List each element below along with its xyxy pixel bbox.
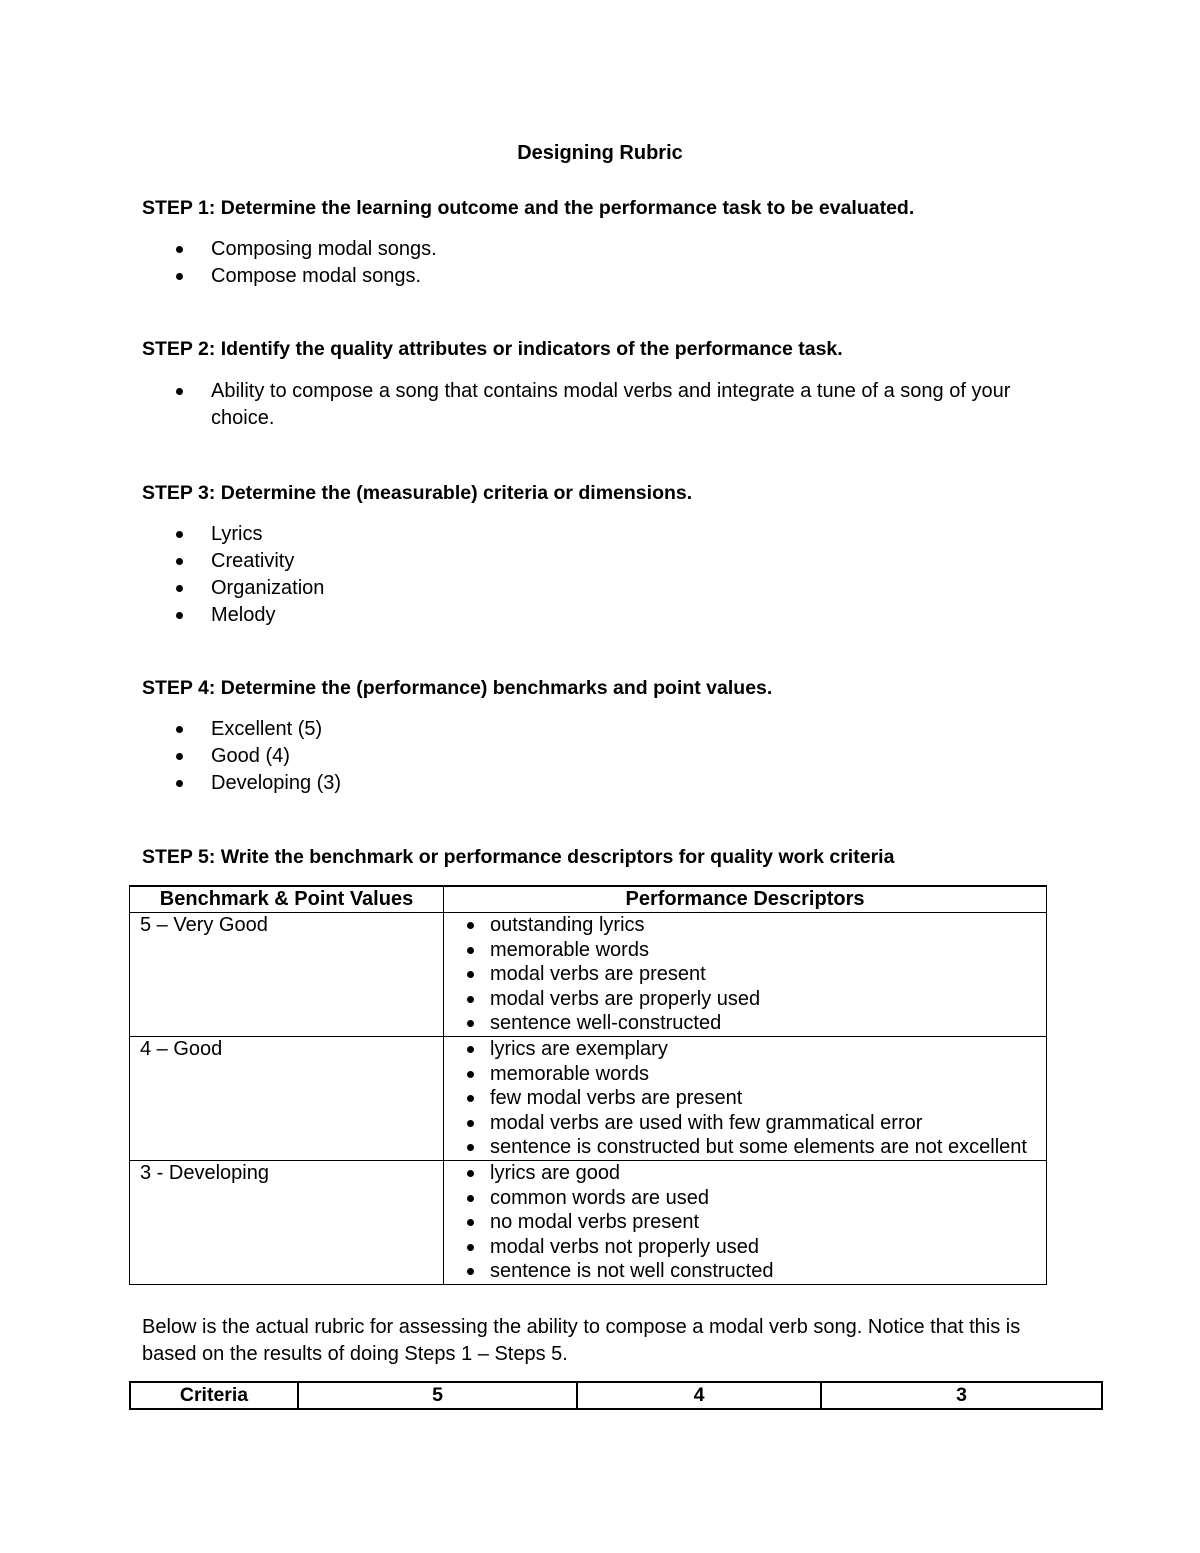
list-item: sentence is not well constructed xyxy=(454,1259,1036,1284)
benchmark-cell: 5 – Very Good xyxy=(130,913,444,1037)
step-2-heading: STEP 2: Identify the quality attributes or indicators of the performance task. xyxy=(142,338,843,360)
list-item: common words are used xyxy=(454,1186,1036,1211)
benchmark-cell: 4 – Good xyxy=(130,1036,444,1160)
list-item: Excellent (5) xyxy=(142,716,1042,743)
step-2-list xyxy=(142,378,1042,432)
descriptor-cell xyxy=(444,1036,1047,1160)
column-header: Performance Descriptors xyxy=(444,886,1047,913)
list-item: Compose modal songs. xyxy=(142,263,1042,290)
step-1-list xyxy=(142,236,1042,290)
column-header: 4 xyxy=(577,1382,821,1409)
list-item: modal verbs are properly used xyxy=(454,987,1036,1012)
list-item: modal verbs are used with few grammatical error xyxy=(454,1111,1036,1136)
table-header-row xyxy=(130,1382,1102,1409)
list-item: Melody xyxy=(142,602,1042,629)
list-item: lyrics are exemplary xyxy=(454,1037,1036,1062)
list-item: memorable words xyxy=(454,1062,1036,1087)
step-1-heading: STEP 1: Determine the learning outcome and the performance task to be evaluated. xyxy=(142,197,915,219)
step-5-heading: STEP 5: Write the benchmark or performance descriptors for quality work criteria xyxy=(142,846,895,868)
column-header: Criteria xyxy=(130,1382,298,1409)
column-header: 3 xyxy=(821,1382,1102,1409)
benchmark-cell: 3 - Developing xyxy=(130,1160,444,1284)
step-3-list xyxy=(142,521,1042,629)
list-item: no modal verbs present xyxy=(454,1210,1036,1235)
column-header: 5 xyxy=(298,1382,577,1409)
list-item: Good (4) xyxy=(142,743,1042,770)
list-item: sentence well-constructed xyxy=(454,1011,1036,1036)
list-item: modal verbs not properly used xyxy=(454,1235,1036,1260)
list-item: Developing (3) xyxy=(142,770,1042,797)
page-title: Designing Rubric xyxy=(517,142,683,164)
benchmark-descriptor-table xyxy=(129,885,1047,1285)
list-item: lyrics are good xyxy=(454,1161,1036,1186)
list-item: Ability to compose a song that contains modal verbs and integrate a tune of a song of your choice. xyxy=(142,378,1042,432)
list-item: few modal verbs are present xyxy=(454,1086,1036,1111)
table-row xyxy=(130,1160,1047,1284)
list-item: modal verbs are present xyxy=(454,962,1036,987)
list-item: outstanding lyrics xyxy=(454,913,1036,938)
list-item: Lyrics xyxy=(142,521,1042,548)
step-3-heading: STEP 3: Determine the (measurable) criteria or dimensions. xyxy=(142,482,693,504)
body-paragraph: Below is the actual rubric for assessing the ability to compose a modal verb song. Notice that this is based on the results of doing Steps 1 – Steps 5. xyxy=(142,1316,1021,1365)
table-row xyxy=(130,913,1047,1037)
list-item: Creativity xyxy=(142,548,1042,575)
step-4-list xyxy=(142,716,1042,797)
criteria-table xyxy=(129,1381,1103,1410)
table-row xyxy=(130,1036,1047,1160)
list-item: Composing modal songs. xyxy=(142,236,1042,263)
descriptor-cell xyxy=(444,1160,1047,1284)
column-header: Benchmark & Point Values xyxy=(130,886,444,913)
descriptor-cell xyxy=(444,913,1047,1037)
step-4-heading: STEP 4: Determine the (performance) benchmarks and point values. xyxy=(142,677,773,699)
list-item: memorable words xyxy=(454,938,1036,963)
list-item: Organization xyxy=(142,575,1042,602)
list-item: sentence is constructed but some elements are not excellent xyxy=(454,1135,1036,1160)
table-header-row xyxy=(130,886,1047,913)
